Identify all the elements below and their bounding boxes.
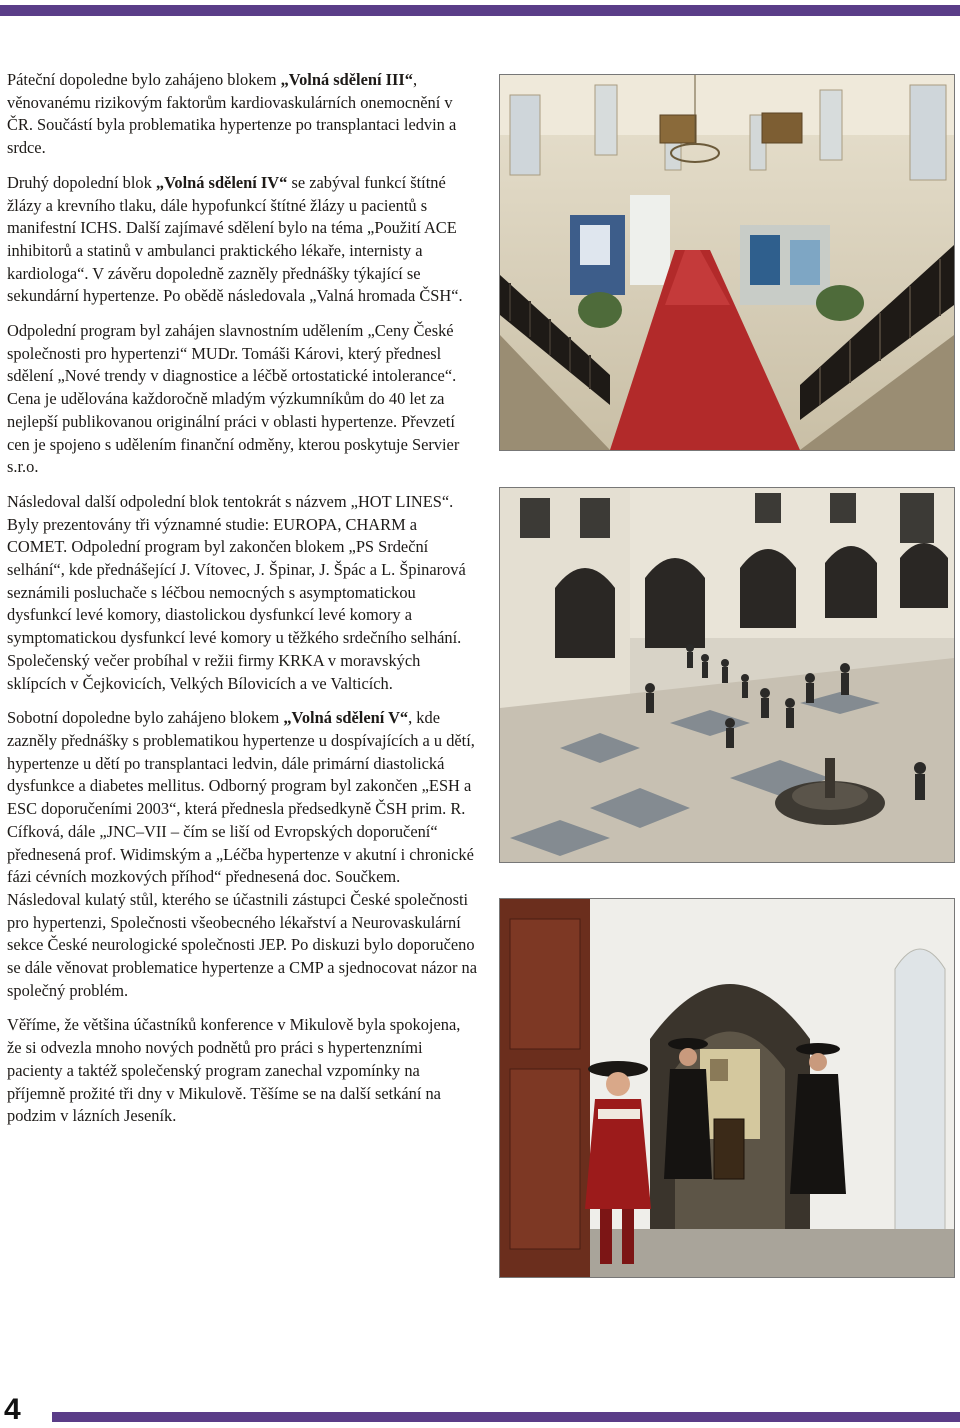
paragraph: Sobotní dopoledne bylo zahájeno blokem „Volná sdělení V“, kde zazněly přednášky s problematikou hypertenze u dospívajících a u dětí, hypertenze u dětí po transplantaci ledvin, dále primární diastolická dysfunkce a diabetes mellitus. Odborný program byl zakončen „ESH a ESC doporučeními 2003“, která přednesla předsedkyně ČSH prim. R. Cífková, dále „JNC–VII – čím se liší od Evropských doporučení“ přednesená prof. Widimským a „Léčba hypertenze v akutní i chronické fázi cévních mozkových příhod“ přednesená doc. Součkem. Následoval kulatý stůl, kterého se účastnili zástupci České společnosti pro hypertenzi, Společnosti všeobecného lékařství a Neurovaskulární sekce České neurologické společnosti JEP. Po diskuzi bylo doporučeno se dále věnovat problematice hypertenze a CMP a sjednocovat názor na společný problém. [7, 708, 477, 1000]
photo-courtyard-crowd [499, 487, 955, 863]
courtyard-illustration [500, 488, 954, 862]
hall-illustration [500, 75, 954, 450]
paragraph: Druhý dopolední blok „Volná sdělení IV“ se zabýval funkcí štítné žlázy a krevního tlaku, dále hypofunkcí štítné žlázy u pacientů s manifestní ICHS. Další zajímavé sdělení bylo na téma „Použití ACE inhibitorů a statinů v ambulanci praktického lékaře, internisty a kardiologa“. V závěru dopoledně zazněly přednášky týkající se sekundární hypertenze. Po obědě následovala „Valná hromada ČSH“. [7, 172, 463, 306]
paragraph: Věříme, že většina účastníků konference v Mikulově byla spokojena, že si odvezla mnoho nových podnětů pro práci s hypertenzními pacienty a taktéž společenský program zanechal vzpomínky na příjemně prožité tři dny v Mikulově. Těšíme se na další setkání na podzim v lázních Jeseník. [7, 1015, 461, 1126]
paragraph: Páteční dopoledne bylo zahájeno blokem „Volná sdělení III“, věnovanému rizikovým faktorům kardiovaskulárních onemocnění v ČR. Součástí byla problematika hypertenze po transplantaci ledvin a srdce. [7, 70, 457, 158]
bottom-accent-bar [52, 1412, 960, 1422]
gate-illustration [500, 899, 954, 1277]
article-text-column [7, 69, 477, 1140]
photo-archway-musketeers [499, 898, 955, 1278]
top-accent-bar [0, 5, 960, 16]
page-number: 4 [4, 1393, 21, 1426]
paragraph: Následoval další odpolední blok tentokrát s názvem „HOT LINES“. Byly prezentovány tři významné studie: EUROPA, CHARM a COMET. Odpolední program byl zakončen blokem „PS Srdeční selhání“, kde přednášející J. Vítovec, J. Špinar, J. Špác a L. Špinarová seznámili posluchače s léčbou nemocných s asymptomatickou dysfunkcí levé komory, diastolickou dysfunkcí levé komory a symptomatickou dysfunkcí levé komory u těžkého srdečního selhání. Společenský večer probíhal v režii firmy KRKA v moravských sklípcích v Čejkovicích, Velkých Bílovicích a ve Valticích. [7, 491, 466, 693]
photo-hall-staircase [499, 74, 955, 451]
paragraph: Odpolední program byl zahájen slavnostním udělením „Ceny České společnosti pro hypertenzi“ MUDr. Tomáši Károvi, který přednesl sdělení „Nové trendy v diagnostice a léčbě ortostatické intolerance“. Cena je udělována každoročně mladým výzkumníkům do 40 let za nejlepší publikovanou originální práci v oblasti hypertenze. Převzetí cen je spojeno s udělením finanční odměny, kterou poskytuje Servier s.r.o. [7, 321, 460, 477]
